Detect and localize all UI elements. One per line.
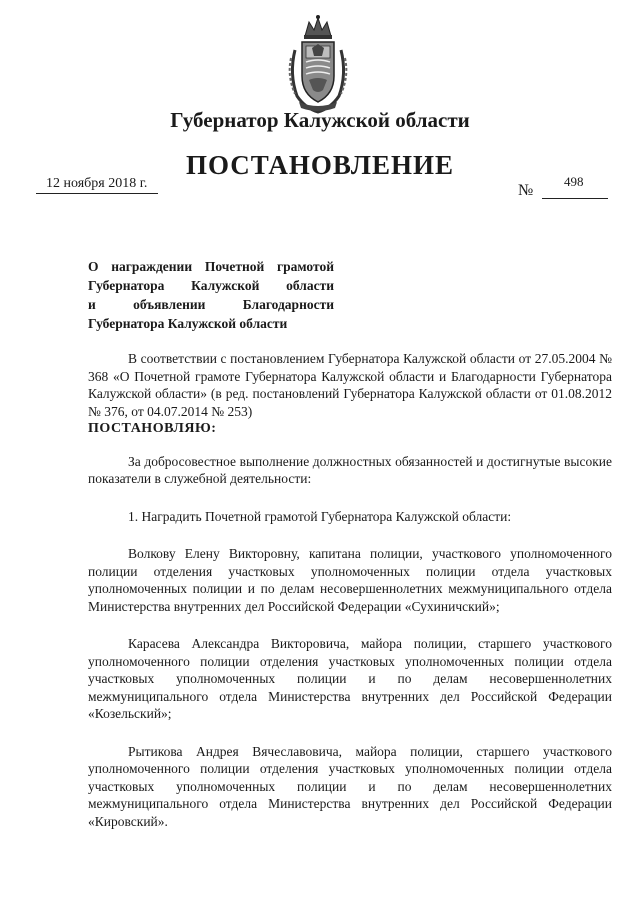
- number-label: №: [518, 182, 534, 199]
- number-underline: [542, 198, 608, 199]
- document-number-block: [518, 174, 610, 204]
- awardee-paragraph: Карасева Александра Викторовича, майора полиции, старшего участкового уполномоченного полиции отделения участковых уполномоченных полиции отдела участковых уполномоченных полиции и по делам несовершеннолетних межмуниципального отдела Министерства внутренних дел Российской Федерации «Козельский»;: [88, 636, 612, 721]
- subject-line: Губернатора Калужской области: [88, 278, 334, 293]
- awardee-paragraph: Волкову Елену Викторовну, капитана полиции, участкового уполномоченного полиции отделения участковых уполномоченных полиции отдела участковых уполномоченных полиции и по делам несовершеннолетних межмуниципального отдела Министерства внутренних дел Российской Федерации «Сухиничский»;: [88, 546, 612, 614]
- document-body: [88, 350, 612, 830]
- preamble-paragraph: В соответствии с постановлением Губернатора Калужской области от 27.05.2004 № 368 «О Почетной грамоте Губернатора Калужской области и Благодарности Губернатора Калужской области» (в ред. постановлений Губернатора Калужской области от 01.08.2012 № 376, от 04.07.2014 № 253): [88, 351, 612, 419]
- decree-word: ПОСТАНОВЛЯЮ:: [88, 421, 217, 436]
- subject-line: и объявлении Благодарности: [88, 297, 334, 312]
- document-number: 498: [564, 174, 584, 189]
- subject-line: О награждении Почетной грамотой: [88, 259, 334, 274]
- coat-of-arms-icon: [285, 14, 351, 114]
- item-1-paragraph: 1. Наградить Почетной грамотой Губернатора Калужской области:: [128, 508, 512, 524]
- subject-line: Губернатора Калужской области: [88, 316, 288, 331]
- awardee-paragraph: Рытикова Андрея Вячеславовича, майора полиции, старшего участкового уполномоченного полиции отделения участковых уполномоченных полиции отдела участковых уполномоченных полиции и по делам несовершеннолетних межмуниципального отдела Министерства внутренних дел Российской Федерации «Кировский».: [88, 743, 612, 829]
- issuing-authority: Губернатор Калужской области: [170, 108, 470, 132]
- reason-paragraph: За добросовестное выполнение должностных обязанностей и достигнутые высокие показатели в служебной деятельности:: [88, 453, 612, 486]
- document-date: 12 ноября 2018 г.: [36, 176, 158, 194]
- document-type-title: ПОСТАНОВЛЕНИЕ: [185, 150, 455, 180]
